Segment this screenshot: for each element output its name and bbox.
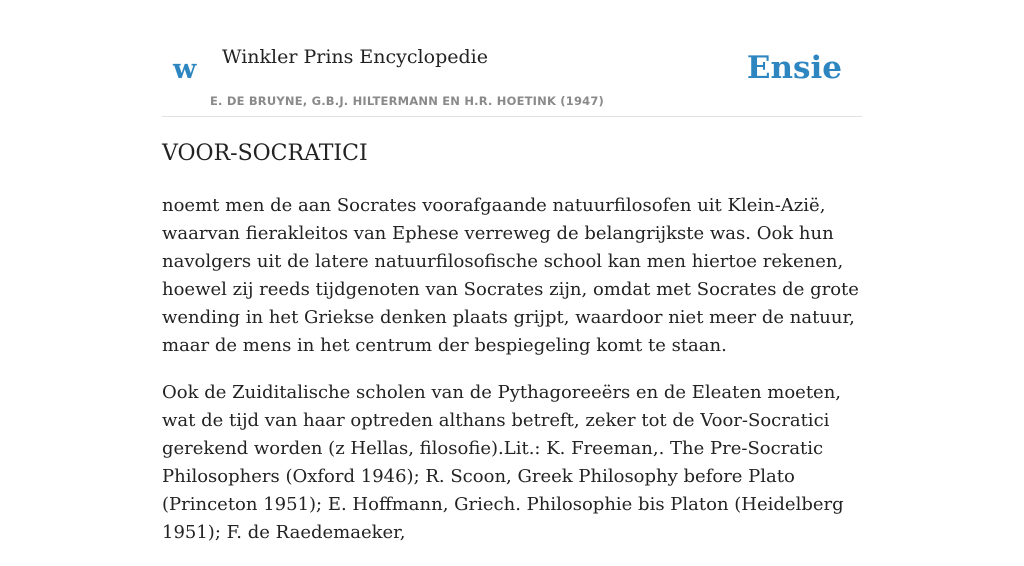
ensie-logo[interactable]: Ensie (746, 50, 842, 86)
article-title: VOOR-SOCRATICI (162, 141, 368, 166)
winkler-prins-logo[interactable]: w (173, 54, 197, 85)
source-header (162, 40, 862, 117)
source-authors: E. DE BRUYNE, G.B.J. HILTERMANN EN H.R. HOETINK (1947) (210, 94, 605, 108)
article-paragraph: noemt men de aan Socrates voorafgaande natuurfilosofen uit Klein-Azië, waarvan fierakleitos van Ephese verreweg de belangrijkste was. Ook hun navolgers uit de latere natuurfilosofische school kan men hiertoe rekenen, hoewel zij reeds tijdgenoten van Socrates zijn, omdat met Socrates de grote wending in het Griekse denken plaats grijpt, waardoor niet meer de natuur, maar de mens in het centrum der bespiegeling komt te staan. (162, 195, 859, 356)
article-body (162, 192, 862, 566)
article-paragraph: Ook de Zuiditalische scholen van de Pythagoreeërs en de Eleaten moeten, wat de tijd van haar optreden althans betreft, zeker tot de Voor-Socratici gerekend worden (z Hellas, filosofie).Lit.: K. Freeman,. The Pre-Socratic Philosophers (Oxford 1946); R. Scoon, Greek Philosophy before Plato (Princeton 1951); E. Hoffmann, Griech. Philosophie bis Platon (Heidelberg 1951); F. de Raedemaeker, (162, 382, 844, 543)
source-title[interactable]: Winkler Prins Encyclopedie (222, 46, 488, 68)
